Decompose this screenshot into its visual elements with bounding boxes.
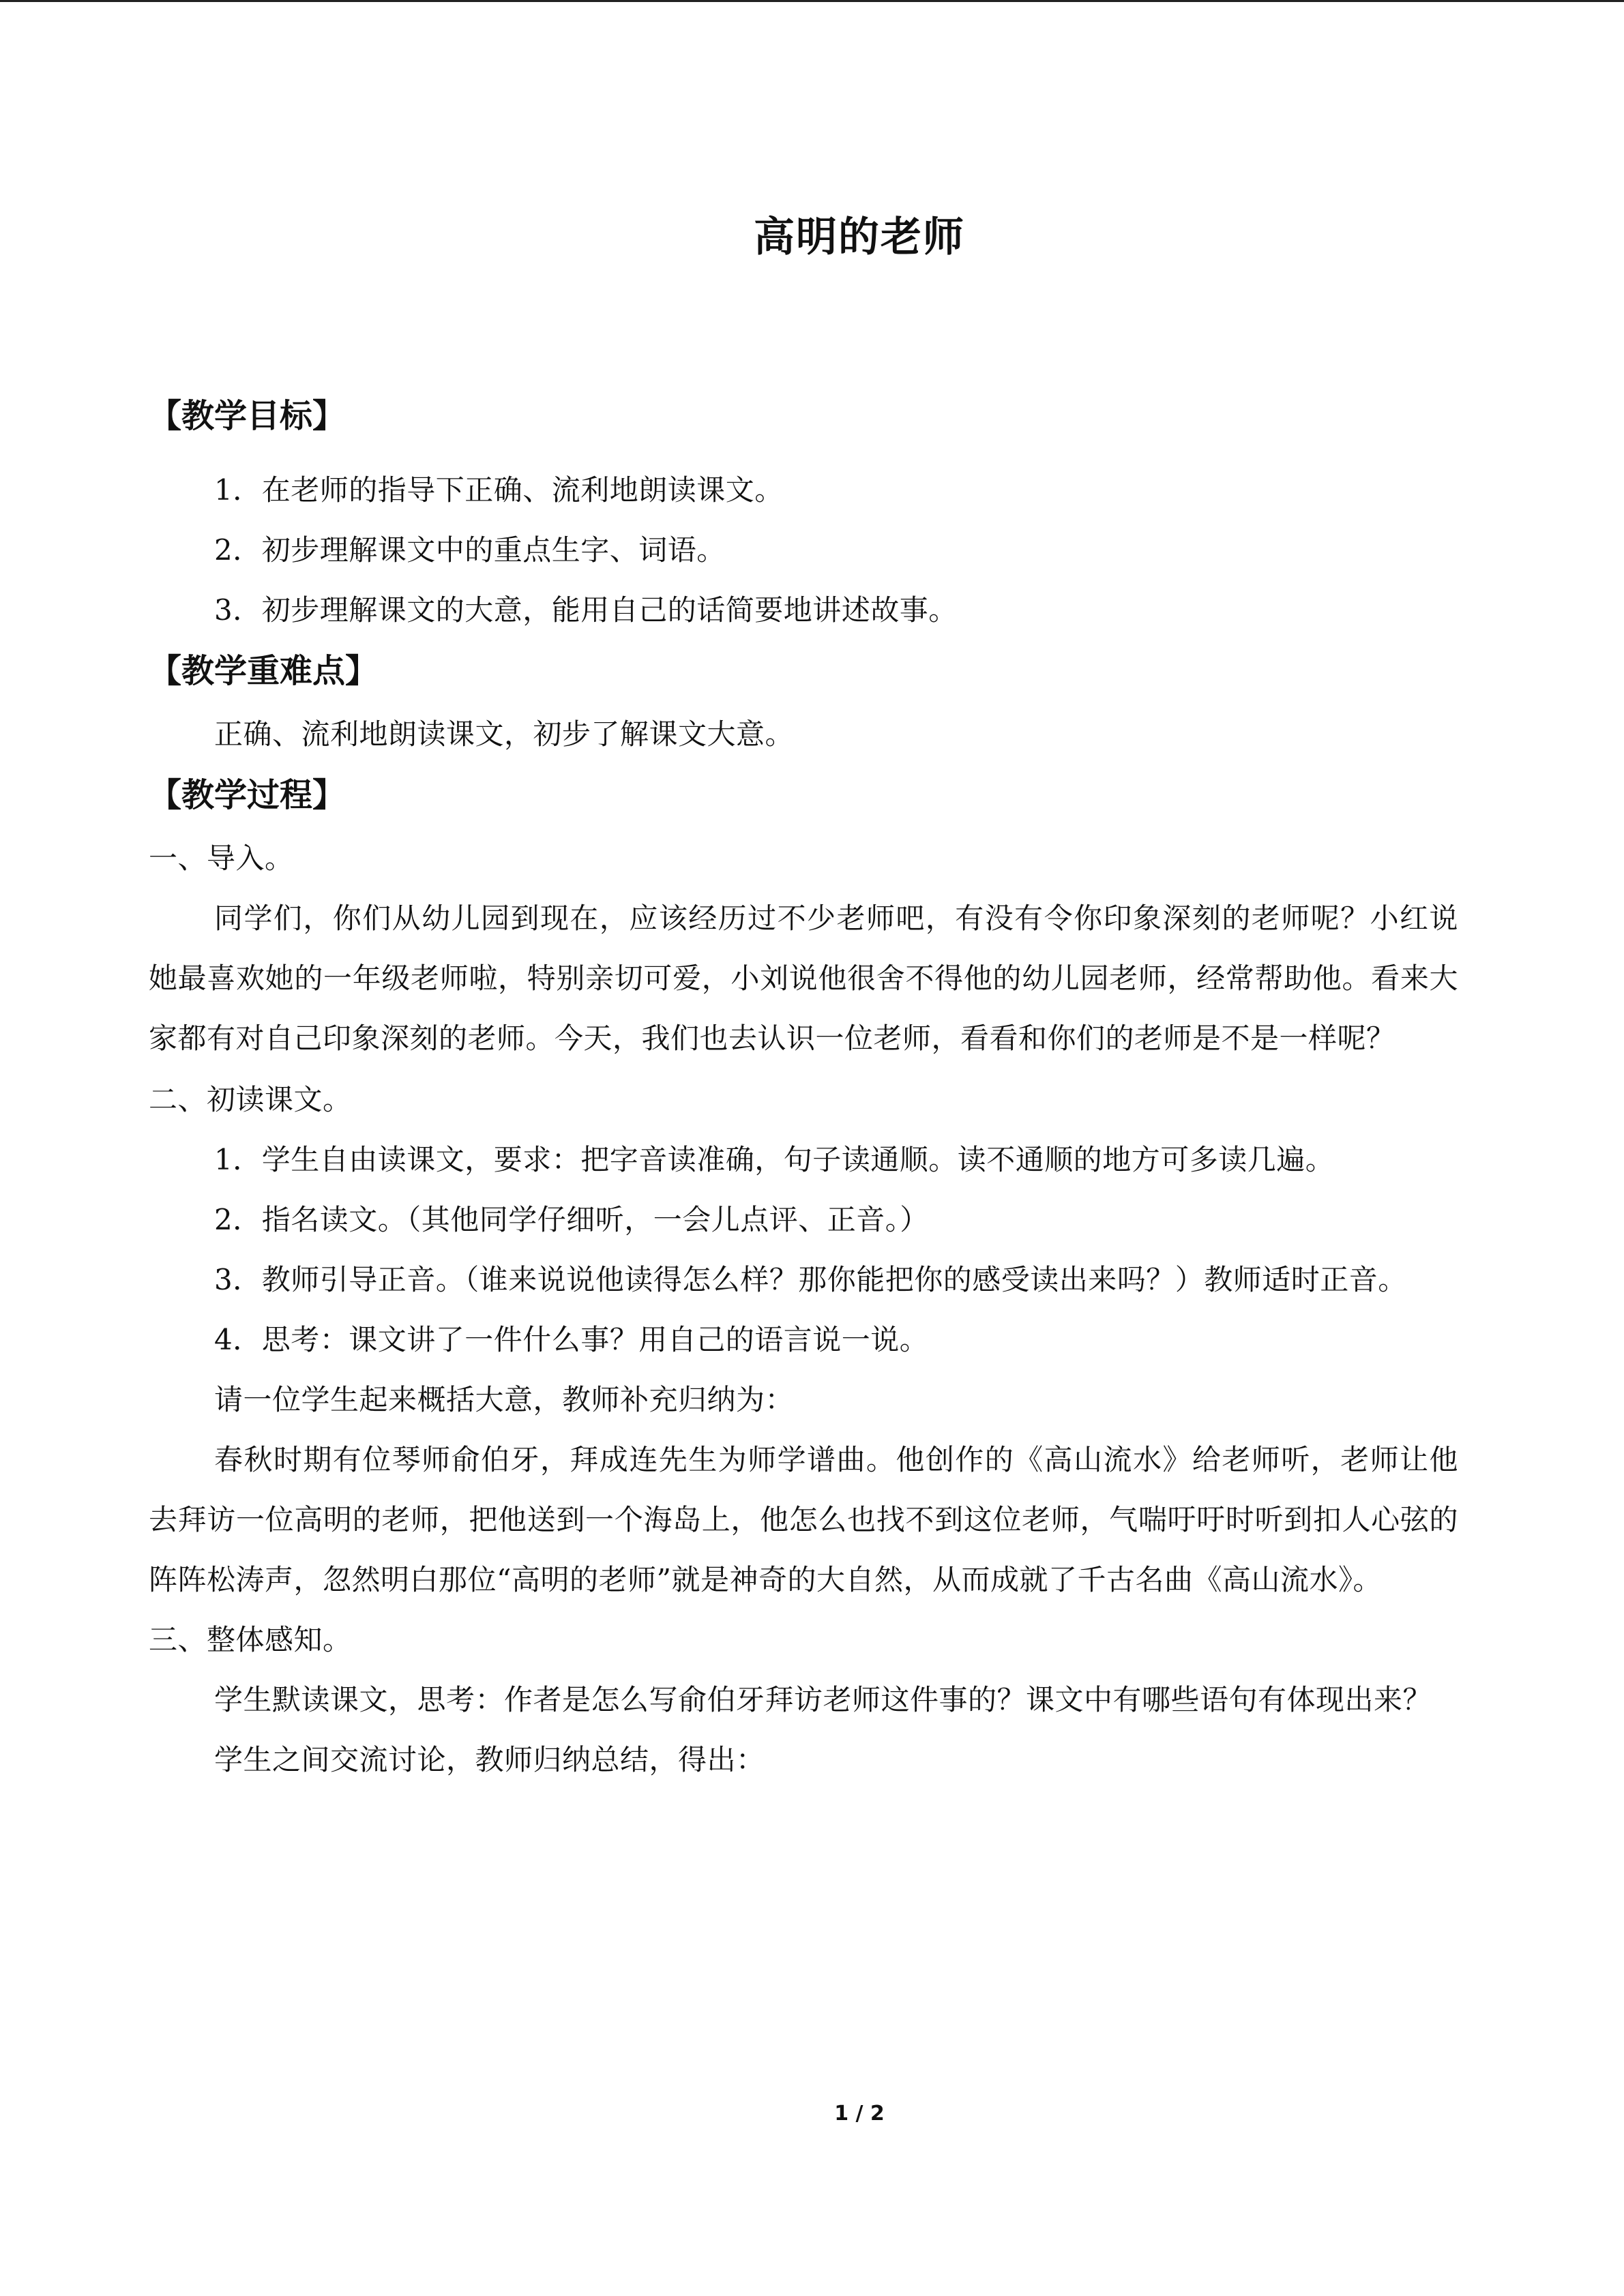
step-3-conclusion: 学生之间交流讨论，教师归纳总结，得出： [214,1743,765,1776]
step-3-title: 三、整体感知。 [149,1623,352,1656]
step-2-summary: 春秋时期有位琴师俞伯牙，拜成连先生为师学谱曲。他创作的《高山流水》给老师听，老师让他去拜访一位高明的老师，把他送到一个海岛上，他怎么也找不到这位老师，气喘吁吁时听到扣人心弦的阵阵松涛声，忽然明白那位“高明的老师”就是神奇的大自然，从而成就了千古名曲《高山流水》。 [149,1443,1458,1596]
goal-item-2: 2．初步理解课文中的重点生字、词语。 [214,533,726,567]
step-2-item-2: 2．指名读文。（其他同学仔细听，一会儿点评、正音。） [214,1203,929,1236]
step-3-text: 学生默读课文，思考：作者是怎么写俞伯牙拜访老师这件事的？课文中有哪些语句有体现出来？ [214,1683,1432,1716]
step-1-text: 同学们，你们从幼儿园到现在，应该经历过不少老师吧，有没有令你印象深刻的老师呢？小红说她最喜欢她的一年级老师啦，特别亲切可爱，小刘说他很舍不得他的幼儿园老师，经常帮助他。看来大家都有对自己印象深刻的老师。今天，我们也去认识一位老师，看看和你们的老师是不是一样呢？ [149,901,1458,1055]
step-2-summary-intro: 请一位学生起来概括大意，教师补充归纳为： [214,1383,795,1416]
step-2-item-4: 4．思考：课文讲了一件什么事？用自己的语言说一说。 [214,1323,929,1356]
step-2-item-3: 3．教师引导正音。（谁来说说他读得怎么样？那你能把你的感受读出来吗？）教师适时正音。 [214,1263,1407,1296]
document-body [149,385,1458,1790]
goal-item-3: 3．初步理解课文的大意，能用自己的话简要地讲述故事。 [214,593,958,627]
section-heading-goals: 【教学目标】 [149,397,346,435]
step-2-title: 二、初读课文。 [149,1083,352,1116]
section-heading-process: 【教学过程】 [149,776,346,814]
section-heading-difficulties: 【教学重难点】 [149,652,379,690]
page-number: 1 / 2 [834,2102,885,2126]
document-title: 高明的老师 [754,213,965,261]
goal-item-1: 1．在老师的指导下正确、流利地朗读课文。 [214,473,784,507]
step-2-item-1: 1．学生自由读课文，要求：把字音读准确，句子读通顺。读不通顺的地方可多读几遍。 [214,1143,1335,1176]
step-1-title: 一、导入。 [149,841,294,875]
difficulties-text: 正确、流利地朗读课文，初步了解课文大意。 [214,717,795,751]
